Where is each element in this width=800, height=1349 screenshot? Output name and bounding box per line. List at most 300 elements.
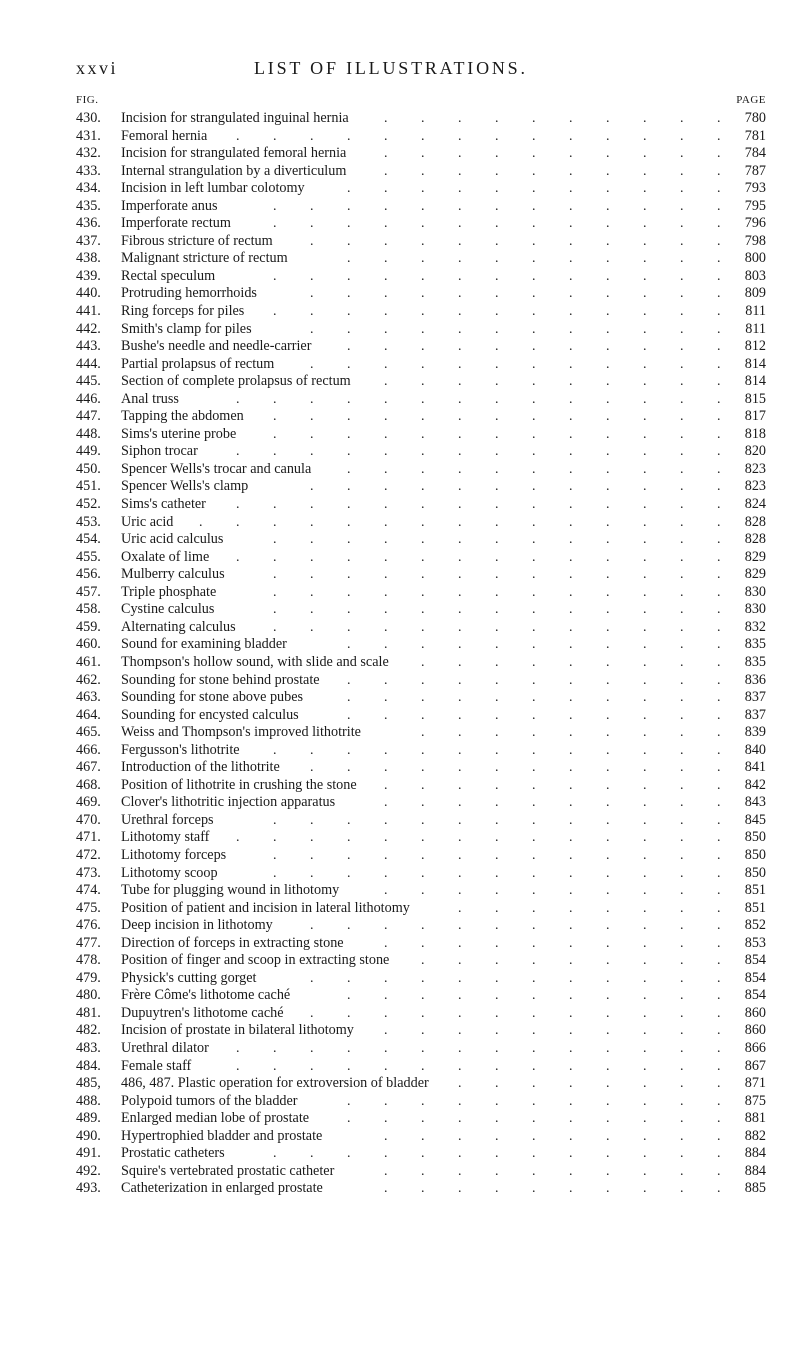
list-item	[76, 865, 766, 883]
page-reference: 839	[744, 724, 766, 741]
figure-caption: Protruding hemorrhoids	[121, 285, 257, 302]
list-item	[76, 935, 766, 953]
figure-caption: Malignant stricture of rectum	[121, 250, 288, 267]
figure-number: 454.	[76, 531, 101, 548]
dot-leader: . . . . . . . . . . . . .	[273, 198, 721, 214]
figure-caption: Sounding for stone above pubes	[121, 689, 304, 706]
figure-number: 491.	[76, 1145, 101, 1162]
dot-leader: . . . . . . . . . . . . .	[273, 812, 721, 828]
figure-number: 474.	[76, 882, 101, 899]
list-item	[76, 145, 766, 163]
page-reference: 843	[744, 794, 766, 811]
figure-number: 432.	[76, 145, 101, 162]
figure-caption: Oxalate of lime	[121, 548, 210, 565]
page-reference: 829	[744, 548, 766, 565]
list-item	[76, 1110, 766, 1128]
dot-leader: . . . . . . . . . . . . .	[273, 602, 721, 618]
figure-number: 449.	[76, 443, 101, 460]
list-item	[76, 180, 766, 198]
figure-number: 467.	[76, 759, 101, 776]
figure-caption: Deep incision in lithotomy	[121, 917, 273, 934]
list-item	[76, 391, 766, 409]
page-reference: 885	[744, 1180, 766, 1197]
figure-number: 430.	[76, 110, 101, 126]
figure-number: 488.	[76, 1092, 101, 1109]
figure-number: 489.	[76, 1110, 101, 1127]
page-reference: 823	[744, 478, 766, 495]
list-item	[76, 549, 766, 567]
figure-number: 433.	[76, 162, 101, 179]
figure-number: 451.	[76, 478, 101, 495]
page-reference: 840	[744, 741, 766, 758]
figure-number: 446.	[76, 390, 101, 407]
figure-caption: Squire's vertebrated prostatic catheter	[121, 1162, 335, 1179]
figure-caption: Spencer Wells's clamp	[121, 478, 249, 495]
figure-number: 490.	[76, 1127, 101, 1144]
page-reference: 832	[744, 618, 766, 635]
dot-leader: . . . . . . . .	[458, 1076, 721, 1092]
list-item	[76, 601, 766, 619]
page-reference: 837	[744, 689, 766, 706]
figure-number: 439.	[76, 267, 101, 284]
figure-number: 468.	[76, 776, 101, 793]
figure-number: 465.	[76, 724, 101, 741]
figure-caption: Frère Côme's lithotome caché	[121, 987, 291, 1004]
page-column-heading: PAGE	[736, 94, 766, 106]
figure-number: 470.	[76, 811, 101, 828]
page-reference: 800	[744, 250, 766, 267]
figure-number: 453.	[76, 513, 101, 530]
dot-leader: . . . . . . . . . . . . .	[273, 216, 721, 232]
list-item	[76, 882, 766, 900]
dot-leader: . . . . . . . . . . .	[347, 1093, 721, 1109]
dot-leader: . . . . . . . . . . . . .	[273, 865, 721, 881]
page-reference: 854	[744, 952, 766, 969]
figure-number: 450.	[76, 460, 101, 477]
figure-number: 469.	[76, 794, 101, 811]
dot-leader: . . . . . . . . . . . . .	[273, 409, 721, 425]
list-item	[76, 1022, 766, 1040]
figure-caption: Partial prolapsus of rectum	[121, 355, 275, 372]
figure-caption: Fergusson's lithotrite	[121, 741, 240, 758]
page-reference: 835	[744, 653, 766, 670]
page-reference: 781	[744, 127, 766, 144]
figure-caption: Weiss and Thompson's improved lithotrite	[121, 724, 361, 741]
dot-leader: . . . . . . . . . . . . . .	[236, 1040, 721, 1056]
figure-number: 455.	[76, 548, 101, 565]
figure-caption: Introduction of the lithotrite	[121, 759, 280, 776]
dot-leader: . . . . . . . . . . . .	[310, 970, 721, 986]
list-item	[76, 285, 766, 303]
dot-leader: . . . . . . . . . . .	[347, 690, 721, 706]
dot-leader: . . . . . . . . . .	[384, 163, 721, 179]
figure-caption: Position of lithotrite in crushing the stone	[121, 776, 357, 793]
figure-number: 481.	[76, 1004, 101, 1021]
dot-leader: . . . . . . . . . . . . . .	[236, 549, 721, 565]
dot-leader: . . . . . . . . . .	[384, 935, 721, 951]
page-reference: 852	[744, 917, 766, 934]
figure-caption: Urethral forceps	[121, 811, 214, 828]
list-item	[76, 777, 766, 795]
list-item	[76, 794, 766, 812]
page-reference: 884	[744, 1145, 766, 1162]
list-item	[76, 128, 766, 146]
dot-leader: . . . . . . . . . .	[384, 1128, 721, 1144]
page-reference: 803	[744, 267, 766, 284]
figure-caption: Sounding for encysted calculus	[121, 706, 299, 723]
page-reference: 841	[744, 759, 766, 776]
figure-caption: Fibrous stricture of rectum	[121, 232, 273, 249]
dot-leader: . . . . . . . . . . . . .	[273, 847, 721, 863]
figure-caption: Tapping the abdomen	[121, 408, 244, 425]
figure-number: 457.	[76, 583, 101, 600]
dot-leader: . . . . . . . . . . .	[347, 707, 721, 723]
dot-leader: . . . . . . . . . . . . .	[273, 426, 721, 442]
dot-leader: . . . . . . . . . .	[384, 883, 721, 899]
list-item	[76, 636, 766, 654]
figure-number: 484.	[76, 1057, 101, 1074]
page-reference: 867	[744, 1057, 766, 1074]
dot-leader: . . . . . . . . . . . .	[310, 356, 721, 372]
page-reference: 860	[744, 1022, 766, 1039]
figure-caption: Position of patient and incision in lateral lithotomy	[121, 899, 410, 916]
list-item	[76, 1128, 766, 1146]
figure-caption: Cystine calculus	[121, 601, 215, 618]
list-item	[76, 689, 766, 707]
figure-caption: Rectal speculum	[121, 267, 216, 284]
figure-caption: Uric acid calculus	[121, 531, 224, 548]
dot-leader: . . . . . . . . . . .	[347, 339, 721, 355]
list-item	[76, 215, 766, 233]
figure-caption: Sounding for stone behind prostate	[121, 671, 320, 688]
figure-caption: Position of finger and scoop in extracting stone	[121, 952, 390, 969]
figure-caption: Incision in left lumbar colotomy	[121, 180, 305, 197]
dot-leader: . . . . . . . . . . . . . . .	[199, 514, 721, 530]
page-reference: 798	[744, 232, 766, 249]
page-reference: 854	[744, 987, 766, 1004]
list-item	[76, 268, 766, 286]
figure-caption: Tube for plugging wound in lithotomy	[121, 882, 340, 899]
figure-number: 464.	[76, 706, 101, 723]
page-reference: 881	[744, 1110, 766, 1127]
dot-leader: . . . . . . . . . .	[384, 374, 721, 390]
dot-leader: . . . . . . . . . .	[384, 1163, 721, 1179]
list-item	[76, 478, 766, 496]
figure-number: 485,	[76, 1075, 101, 1092]
figure-number: 492.	[76, 1162, 101, 1179]
page-reference: 837	[744, 706, 766, 723]
list-item	[76, 531, 766, 549]
figure-caption: 486, 487. Plastic operation for extroversion of bladder	[121, 1075, 429, 1092]
figure-caption: Imperforate anus	[121, 197, 218, 214]
dot-leader: . . . . . . . . .	[421, 725, 721, 741]
list-item	[76, 110, 766, 128]
list-item	[76, 1040, 766, 1058]
list-item	[76, 250, 766, 268]
page-reference: 871	[744, 1075, 766, 1092]
figure-number: 480.	[76, 987, 101, 1004]
list-item	[76, 1058, 766, 1076]
dot-leader: . . . . . . . . . . .	[347, 1111, 721, 1127]
page-reference: 811	[745, 303, 766, 320]
figure-number: 452.	[76, 496, 101, 513]
dot-leader: . . . . . . . . . . .	[347, 461, 721, 477]
dot-leader: . . . . . . . . . . . . . .	[236, 391, 721, 407]
page-reference: 875	[744, 1092, 766, 1109]
list-item	[76, 724, 766, 742]
figure-caption: Alternating calculus	[121, 618, 236, 635]
dot-leader: . . . . . . . . . .	[384, 146, 721, 162]
figure-number: 458.	[76, 601, 101, 618]
dot-leader: . . . . . . . . . . .	[347, 181, 721, 197]
page-reference: 882	[744, 1127, 766, 1144]
page-reference: 815	[744, 390, 766, 407]
list-item	[76, 619, 766, 637]
figure-number: 461.	[76, 653, 101, 670]
list-item	[76, 707, 766, 725]
figure-number: 475.	[76, 899, 101, 916]
list-item	[76, 1093, 766, 1111]
dot-leader: . . . . . . . . . . . . . .	[236, 1058, 721, 1074]
list-item	[76, 514, 766, 532]
dot-leader: . . . . . . . . .	[421, 953, 721, 969]
figure-number: 456.	[76, 566, 101, 583]
list-item	[76, 654, 766, 672]
list-item	[76, 970, 766, 988]
illustration-list	[76, 110, 766, 1198]
dot-leader: . . . . . . . . . . . . .	[273, 1146, 721, 1162]
page-reference: 828	[744, 531, 766, 548]
figure-number: 476.	[76, 917, 101, 934]
page-reference: 842	[744, 776, 766, 793]
list-item	[76, 163, 766, 181]
figure-caption: Urethral dilator	[121, 1039, 209, 1056]
figure-caption: Hypertrophied bladder and prostate	[121, 1127, 323, 1144]
dot-leader: . . . . . . . . . . .	[347, 672, 721, 688]
figure-caption: Dupuytren's lithotome caché	[121, 1004, 284, 1021]
page-reference: 796	[744, 215, 766, 232]
dot-leader: . . . . . . . . . .	[384, 795, 721, 811]
figure-number: 472.	[76, 846, 101, 863]
dot-leader: . . . . . . . .	[458, 900, 721, 916]
page-reference: 850	[744, 829, 766, 846]
figure-number: 482.	[76, 1022, 101, 1039]
figure-caption: Femoral hernia	[121, 127, 208, 144]
page-reference: 850	[744, 864, 766, 881]
list-item	[76, 900, 766, 918]
figure-caption: Thompson's hollow sound, with slide and scale	[121, 653, 389, 670]
figure-caption: Clover's lithotritic injection apparatus	[121, 794, 336, 811]
page-reference: 818	[744, 425, 766, 442]
page-reference: 845	[744, 811, 766, 828]
list-item	[76, 321, 766, 339]
page-reference: 787	[744, 162, 766, 179]
figure-number: 479.	[76, 969, 101, 986]
dot-leader: . . . . . . . . . . . .	[310, 321, 721, 337]
figure-caption: Uric acid	[121, 513, 174, 530]
list-item	[76, 198, 766, 216]
figure-number: 444.	[76, 355, 101, 372]
page-title: LIST OF ILLUSTRATIONS.	[254, 58, 528, 78]
dot-leader: . . . . . . . . . . . . . .	[236, 444, 721, 460]
figure-number: 459.	[76, 618, 101, 635]
list-item	[76, 233, 766, 251]
figure-number: 445.	[76, 373, 101, 390]
figure-number: 431.	[76, 127, 101, 144]
dot-leader: . . . . . . . . . . . . . .	[236, 128, 721, 144]
list-item	[76, 1145, 766, 1163]
page-reference: 814	[744, 355, 766, 372]
figure-number: 462.	[76, 671, 101, 688]
page-reference: 817	[744, 408, 766, 425]
list-item	[76, 672, 766, 690]
list-item	[76, 356, 766, 374]
list-item	[76, 1075, 766, 1093]
list-item	[76, 812, 766, 830]
list-item	[76, 426, 766, 444]
dot-leader: . . . . . . . . . . . . .	[273, 742, 721, 758]
dot-leader: . . . . . . . . . . . . .	[273, 268, 721, 284]
dot-leader: . . . . . . . . . . . .	[310, 1005, 721, 1021]
figure-number: 471.	[76, 829, 101, 846]
figure-number: 448.	[76, 425, 101, 442]
page-reference: 853	[744, 934, 766, 951]
figure-caption: Incision of prostate in bilateral lithotomy	[121, 1022, 354, 1039]
figure-caption: Section of complete prolapsus of rectum	[121, 373, 351, 390]
figure-caption: Internal strangulation by a diverticulum	[121, 162, 347, 179]
dot-leader: . . . . . . . . . . . . . .	[236, 830, 721, 846]
page-reference: 780	[744, 110, 766, 126]
page-reference: 812	[744, 338, 766, 355]
figure-number: 466.	[76, 741, 101, 758]
figure-caption: Physick's cutting gorget	[121, 969, 257, 986]
list-item	[76, 952, 766, 970]
figure-caption: Incision for strangulated femoral hernia	[121, 145, 347, 162]
figure-caption: Bushe's needle and needle-carrier	[121, 338, 312, 355]
figure-number: 443.	[76, 338, 101, 355]
dot-leader: . . . . . . . . . . . .	[310, 479, 721, 495]
figure-caption: Sims's catheter	[121, 496, 206, 513]
figure-caption: Smith's clamp for piles	[121, 320, 252, 337]
dot-leader: . . . . . . . . . .	[384, 111, 721, 126]
dot-leader: . . . . . . . . . .	[384, 777, 721, 793]
figure-number: 477.	[76, 934, 101, 951]
figure-caption: Polypoid tumors of the bladder	[121, 1092, 298, 1109]
figure-caption: Lithotomy forceps	[121, 846, 227, 863]
list-item	[76, 987, 766, 1005]
figure-caption: Incision for strangulated inguinal hernia	[121, 110, 349, 126]
figure-caption: Triple phosphate	[121, 583, 217, 600]
list-item	[76, 584, 766, 602]
page-reference: 836	[744, 671, 766, 688]
figure-number: 440.	[76, 285, 101, 302]
page-reference: 823	[744, 460, 766, 477]
page-number: xxvi	[76, 58, 119, 78]
page-reference: 854	[744, 969, 766, 986]
list-item	[76, 742, 766, 760]
page-reference: 830	[744, 601, 766, 618]
figure-caption: Sims's uterine probe	[121, 425, 237, 442]
dot-leader: . . . . . . . . . . . .	[310, 233, 721, 249]
list-item	[76, 443, 766, 461]
dot-leader: . . . . . . . . . . . . .	[273, 567, 721, 583]
page-reference: 795	[744, 197, 766, 214]
page-reference: 809	[744, 285, 766, 302]
figure-number: 441.	[76, 303, 101, 320]
dot-leader: . . . . . . . . . . .	[347, 988, 721, 1004]
list-item	[76, 917, 766, 935]
figure-caption: Siphon trocar	[121, 443, 198, 460]
figure-caption: Lithotomy scoop	[121, 864, 218, 881]
page-reference: 824	[744, 496, 766, 513]
figure-number: 434.	[76, 180, 101, 197]
dot-leader: . . . . . . . . . . . .	[310, 760, 721, 776]
figure-caption: Enlarged median lobe of prostate	[121, 1110, 310, 1127]
page-reference: 835	[744, 636, 766, 653]
figure-caption: Ring forceps for piles	[121, 303, 245, 320]
list-item	[76, 303, 766, 321]
figure-number: 436.	[76, 215, 101, 232]
page-reference: 851	[744, 899, 766, 916]
figure-number: 473.	[76, 864, 101, 881]
figure-caption: Lithotomy staff	[121, 829, 210, 846]
page-reference: 830	[744, 583, 766, 600]
figure-caption: Mulberry calculus	[121, 566, 225, 583]
figure-caption: Anal truss	[121, 390, 179, 407]
figure-number: 442.	[76, 320, 101, 337]
page-reference: 820	[744, 443, 766, 460]
page-reference: 829	[744, 566, 766, 583]
running-head	[76, 58, 766, 80]
figure-number: 478.	[76, 952, 101, 969]
page-reference: 884	[744, 1162, 766, 1179]
figure-number: 438.	[76, 250, 101, 267]
page-reference: 850	[744, 846, 766, 863]
dot-leader: . . . . . . . . . . . . . .	[236, 497, 721, 513]
dot-leader: . . . . . . . . . . . . .	[273, 584, 721, 600]
figure-caption: Spencer Wells's trocar and canula	[121, 460, 312, 477]
list-item	[76, 408, 766, 426]
dot-leader: . . . . . . . . .	[421, 654, 721, 670]
dot-leader: . . . . . . . . . . . . .	[273, 532, 721, 548]
list-item	[76, 373, 766, 391]
page-reference: 793	[744, 180, 766, 197]
figure-number: 435.	[76, 197, 101, 214]
list-item	[76, 496, 766, 514]
figure-caption: Prostatic catheters	[121, 1145, 225, 1162]
page-reference: 811	[745, 320, 766, 337]
figure-number: 437.	[76, 232, 101, 249]
dot-leader: . . . . . . . . . . . . .	[273, 619, 721, 635]
figure-caption: Female staff	[121, 1057, 192, 1074]
list-item	[76, 829, 766, 847]
fig-column-heading: FIG.	[76, 94, 99, 106]
list-item	[76, 759, 766, 777]
figure-number: 493.	[76, 1180, 101, 1197]
page-reference: 784	[744, 145, 766, 162]
page-reference: 828	[744, 513, 766, 530]
dot-leader: . . . . . . . . . . .	[347, 637, 721, 653]
list-item	[76, 338, 766, 356]
column-headings	[76, 94, 766, 108]
page-reference: 866	[744, 1039, 766, 1056]
figure-number: 447.	[76, 408, 101, 425]
figure-caption: Sound for examining bladder	[121, 636, 287, 653]
list-item	[76, 1180, 766, 1198]
figure-caption: Direction of forceps in extracting stone	[121, 934, 344, 951]
figure-number: 483.	[76, 1039, 101, 1056]
page-reference: 860	[744, 1004, 766, 1021]
